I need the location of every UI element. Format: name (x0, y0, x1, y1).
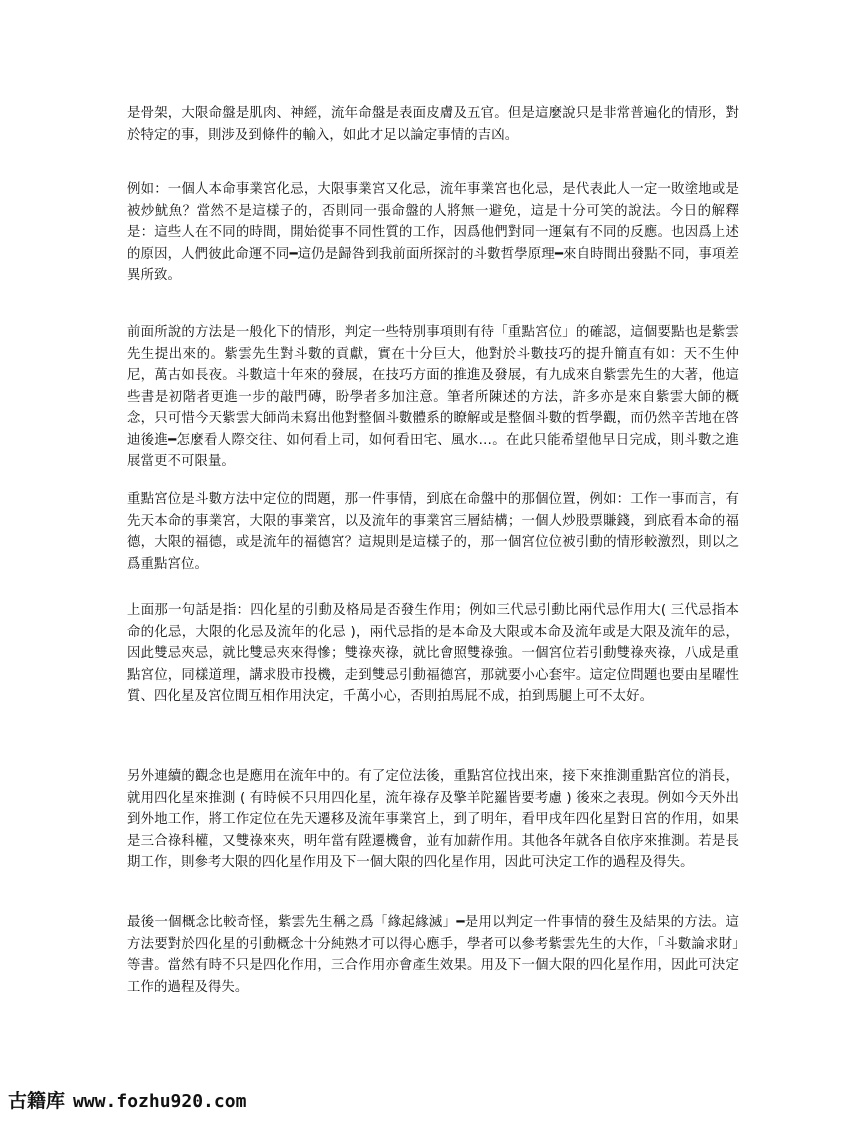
site-name: 古籍库 (8, 1090, 66, 1112)
site-url[interactable]: www.fozhu920.com (73, 1091, 247, 1112)
paragraph-3: 前面所說的方法是一般化下的情形，判定一些特別事項則有待「重點宮位」的確認，這個要點也是紫雲先生提出來的。紫雲先生對斗數的貢獻，實在十分巨大，他對於斗數技巧的提升簡直有如：天不生仲尼，萬古如長夜。斗數這十年來的發展，在技巧方面的推進及發展，有九成來自紫雲先生的大著，他這些書是初階者更進一步的敲門磚，盼學者多加注意。筆者所陳述的方法，許多亦是來自紫雲大師的概念，只可惜今天紫雲大師尚未寫出他對整個斗數體系的瞭解或是整個斗數的哲學觀，而仍然辛苦地在啓迪後進━怎麼看人際交往、如何看上司，如何看田宅、風水…。在此只能希望他早日完成，則斗數之進展當更不可限量。 (127, 325, 739, 469)
paragraph-6: 另外連續的觀念也是應用在流年中的。有了定位法後，重點宮位找出來，接下來推測重點宮位的消長， 就用四化星來推測 ( 有時候不只用四化星，流年祿存及擎羊陀羅皆要考慮 ) 後來之表現。例如今天外出到外地工作，將工作定位在先天遷移及流年事業宮上，到了明年，看甲戌年四化星對日宮的作用，如果是三合祿科權，又雙祿來夾，明年當有陞遷機會，並有加薪作用。其他各年就各自依序來推測。若是長期工作，則參考大限的四化星作用及下一個大限的四化星作用，因此可決定工作的過程及得失。 (127, 769, 739, 870)
paragraph-7: 最後一個概念比較奇怪，紫雲先生稱之爲「緣起緣滅」━是用以判定一件事情的發生及結果的方法。這方法要對於四化星的引動概念十分純熟才可以得心應手，學者可以參考紫雲先生的大作，「斗數論求財」等書。當然有時不只是四化作用，三合作用亦會產生效果。用及下一個大限的四化星作用，因此可決定工作的過程及得失。 (127, 915, 739, 995)
paragraph-1: 是骨架，大限命盤是肌肉、神經，流年命盤是表面皮膚及五官。但是這麼說只是非常普遍化的情形，對於特定的事，則涉及到條件的輸入，如此才足以論定事情的吉凶。 (127, 106, 739, 143)
paragraph-5: 上面那一句話是指：四化星的引動及格局是否發生作用；例如三代忌引動比兩代忌作用大( 三代忌指本命的化忌，大限的化忌及流年的化忌 )，兩代忌指的是本命及大限或本命及流年或是大限及流年的忌，因此雙忌夾忌，就比雙忌夾來得慘；雙祿夾祿，就比會照雙祿強。一個宮位若引動雙祿夾祿，八成是重點宮位，同樣道理，講求股市投機，走到雙忌引動福德宮，那就要小心套牢。這定位問題也要由星曜性質、四化星及宮位間互相作用決定，千萬小心，否則拍馬屁不成，拍到馬腿上可不太好。 (127, 603, 739, 704)
paragraph-2: 例如：一個人本命事業宮化忌，大限事業宮又化忌，流年事業宮也化忌，是代表此人一定一敗塗地或是被炒魷魚？當然不是這樣子的，否則同一張命盤的人將無一避免，這是十分可笑的說法。今日的解釋是：這些人在不同的時間，開始從事不同性質的工作，因爲他們對同一運氣有不同的反應。也因爲上述的原因，人們彼此命運不同━這仍是歸咎到我前面所探討的斗數哲學原理━來自時間出發點不同，事項差異所致。 (127, 182, 739, 283)
paragraph-4: 重點宮位是斗數方法中定位的問題，那一件事情，到底在命盤中的那個位置，例如：工作一事而言，有先天本命的事業宮，大限的事業宮，以及流年的事業宮三層結構；一個人炒股票賺錢，到底看本命的福德，大限的福德，或是流年的福德宮？這規則是這樣子的，那一個宮位位被引動的情形較激烈，則以之爲重點宮位。 (127, 492, 739, 572)
footer-watermark (8, 1086, 246, 1113)
